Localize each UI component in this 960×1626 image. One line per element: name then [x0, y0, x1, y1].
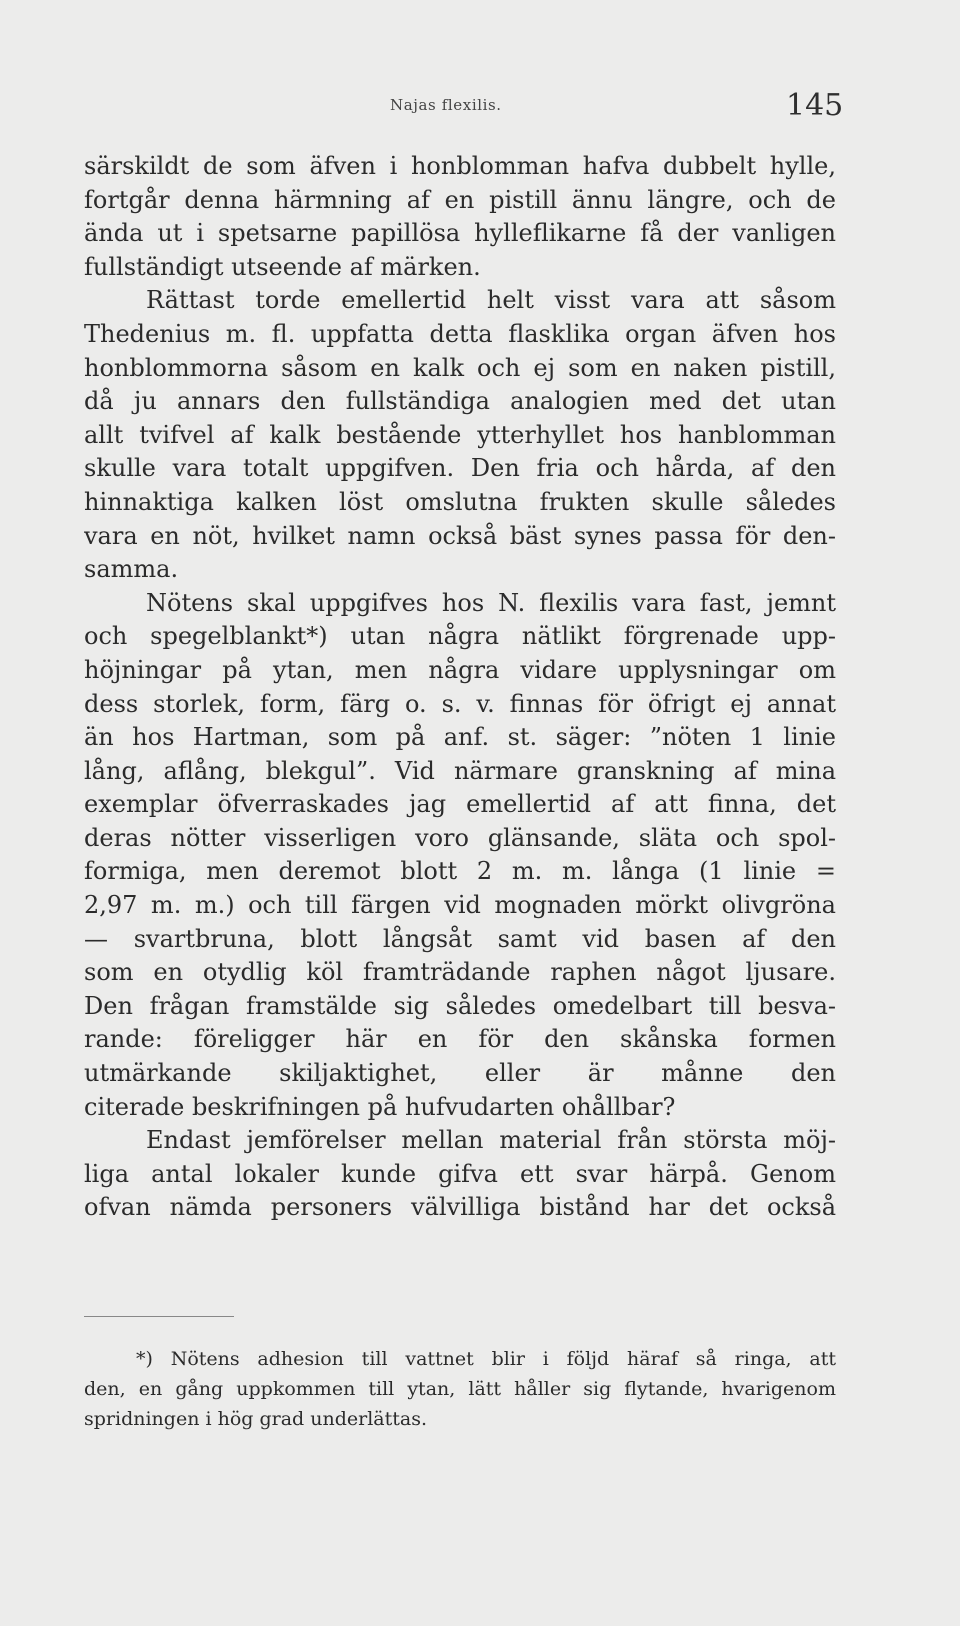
text-line: fullständigt utseende af märken.: [84, 252, 481, 281]
page-number: 145: [786, 88, 844, 123]
footnote-line: *) Nötens adhesion till vattnet blir i följd häraf så ringa, att: [136, 1348, 836, 1370]
text-line: skulle vara totalt uppgifven. Den fria och hårda, af den: [84, 454, 836, 483]
footnote-line: den, en gång uppkommen till ytan, lätt håller sig flytande, hvarigenom: [84, 1378, 836, 1400]
paragraph-first-line: Nötens skal uppgifves hos N. flexilis vara fast, jemnt: [146, 588, 836, 617]
text-line: honblommorna såsom en kalk och ej som en naken pistill,: [84, 353, 836, 382]
text-line: Thedenius m. fl. uppfatta detta flasklika organ äfven hos: [84, 319, 836, 348]
text-line: liga antal lokaler kunde gifva ett svar härpå. Genom: [84, 1159, 836, 1188]
footnote-divider: [84, 1316, 234, 1317]
text-line: och spegelblankt*) utan några nätlikt förgrenade upp-: [84, 622, 836, 651]
text-line: ofvan nämda personers välvilliga bistånd har det också: [84, 1193, 836, 1222]
text-line: citerade beskrifningen på hufvudarten ohållbar?: [84, 1092, 676, 1121]
text-line: allt tvifvel af kalk bestående ytterhyllet hos hanblomman: [84, 420, 836, 449]
paragraph-first-line: Endast jemförelser mellan material från största möj-: [146, 1126, 836, 1155]
text-line: höjningar på ytan, men några vidare upplysningar om: [84, 655, 836, 684]
text-line: lång, aflång, blekgul”. Vid närmare granskning af mina: [84, 756, 836, 785]
text-line: ända ut i spetsarne papillösa hylleflikarne få der vanligen: [84, 219, 836, 248]
text-line: formiga, men deremot blott 2 m. m. långa (1 linie =: [84, 857, 836, 886]
text-line: vara en nöt, hvilket namn också bäst synes passa för den-: [84, 521, 836, 550]
text-line: som en otydlig köl framträdande raphen något ljusare.: [84, 958, 836, 987]
text-line: fortgår denna härmning af en pistill ännu längre, och de: [84, 185, 836, 214]
paragraph-first-line: Rättast torde emellertid helt visst vara att såsom: [146, 286, 836, 315]
text-line: hinnaktiga kalken löst omslutna frukten skulle således: [84, 487, 836, 516]
text-line: än hos Hartman, som på anf. st. säger: ”nöten 1 linie: [84, 723, 836, 752]
text-line: 2,97 m. m.) och till färgen vid mognaden mörkt olivgröna: [84, 891, 836, 920]
text-line: då ju annars den fullständiga analogien med det utan: [84, 387, 836, 416]
text-line: särskildt de som äfven i honblomman hafva dubbelt hylle,: [84, 152, 836, 180]
running-head: Najas flexilis.: [390, 96, 502, 114]
footnote-line: spridningen i hög grad underlättas.: [84, 1408, 427, 1430]
text-line: deras nötter visserligen voro glänsande, släta och spol-: [84, 823, 836, 852]
text-line: Den frågan framstälde sig således omedelbart till besva-: [84, 991, 836, 1020]
footnotes: [84, 1344, 836, 1434]
text-line: exemplar öfverraskades jag emellertid af att finna, det: [84, 790, 836, 819]
text-line: utmärkande skiljaktighet, eller är månne den: [84, 1059, 836, 1088]
body-text: [84, 150, 836, 1225]
text-line: samma.: [84, 555, 179, 584]
text-line: dess storlek, form, färg o. s. v. finnas för öfrigt ej annat: [84, 689, 836, 718]
text-line: rande: föreligger här en för den skånska formen: [84, 1025, 836, 1054]
text-line: — svartbruna, blott långsåt samt vid basen af den: [84, 924, 836, 953]
